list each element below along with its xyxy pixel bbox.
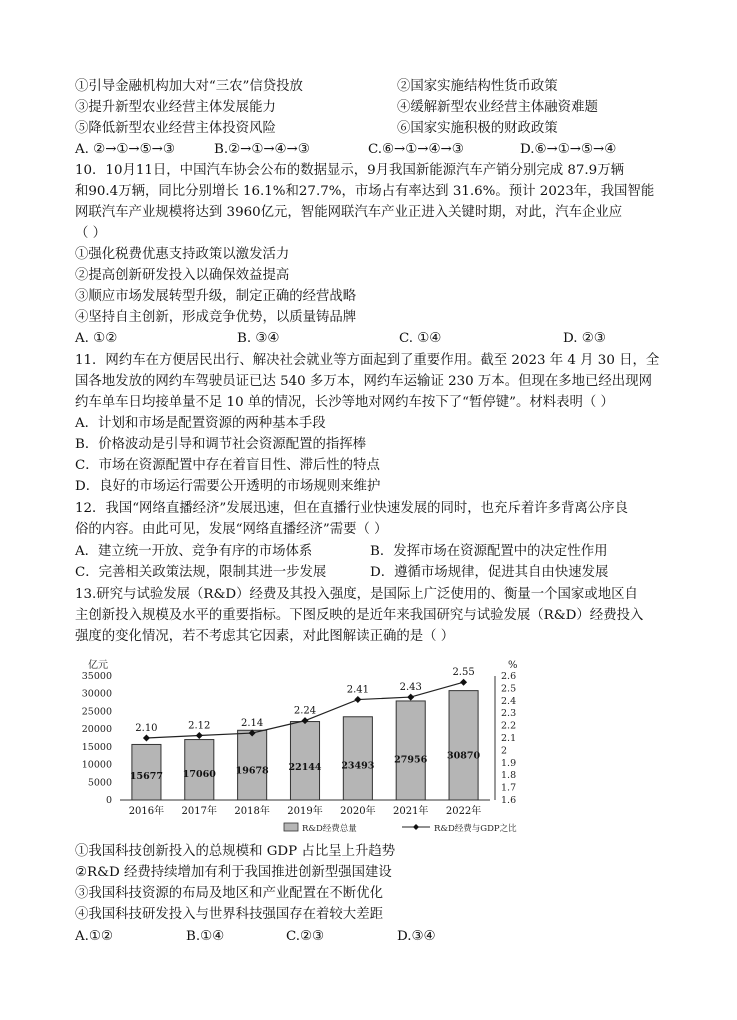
- bar-value-label: 22144: [288, 762, 322, 774]
- q13-option-a[interactable]: A.①②: [75, 929, 113, 944]
- left-axis-label: 亿元: [88, 660, 108, 671]
- x-tick-label: 2021年: [392, 806, 429, 817]
- q10-item-2: ②提高创新研发投入以确保效益提高: [75, 268, 290, 283]
- left-tick-label: 5000: [87, 777, 112, 789]
- q10-option-d[interactable]: D. ②③: [563, 331, 606, 346]
- right-tick-label: 2.4: [501, 695, 517, 707]
- q11-option-d[interactable]: D．良好的市场运行需要公开透明的市场规则来维护: [75, 479, 381, 494]
- bar-value-label: 15677: [129, 770, 163, 782]
- ratio-value-label: 2.10: [135, 723, 158, 734]
- left-tick-label: 30000: [81, 688, 112, 700]
- right-tick-label: 1.6: [501, 795, 517, 806]
- ratio-point: [354, 696, 361, 703]
- right-tick-label: 2.1: [501, 733, 517, 744]
- ratio-value-label: 2.12: [188, 720, 211, 732]
- ratio-value-label: 2.24: [293, 705, 317, 717]
- right-tick-label: 2.3: [501, 708, 517, 720]
- x-tick-label: 2019年: [287, 806, 323, 817]
- q9-item-4: ④缓解新型农业经营主体融资难题: [397, 100, 598, 115]
- right-tick-label: 1.9: [501, 757, 517, 769]
- q13-stem-2: 主创新投入规模及水平的重要指标。下图反映的是近年来我国研究与试验发展（R&D）经费投入: [75, 608, 644, 623]
- q13-item-1: ①我国科技创新投入的总规模和 GDP 占比呈上升趋势: [75, 844, 396, 859]
- q9-option-a[interactable]: A. ②→①→⑤→③: [75, 142, 175, 157]
- q12-option-a[interactable]: A．建立统一开放、竞争有序的市场体系: [75, 544, 313, 559]
- ratio-value-label: 2.55: [452, 667, 475, 679]
- q9-option-d[interactable]: D.⑥→①→⑤→④: [520, 142, 617, 157]
- q10-item-1: ①强化税费优惠支持政策以激发活力: [75, 247, 290, 262]
- q9-option-b[interactable]: B.②→①→④→③: [214, 142, 310, 157]
- bar-value-label: 17060: [182, 769, 216, 781]
- q9-item-6: ⑥国家实施积极的财政政策: [397, 121, 558, 136]
- ratio-value-label: 2.41: [346, 684, 369, 696]
- bar-value-label: 23493: [341, 760, 375, 772]
- bar-value-label: 30870: [447, 750, 481, 762]
- ratio-value-label: 2.14: [241, 718, 264, 730]
- right-tick-label: 1.7: [501, 782, 517, 794]
- left-tick-label: 0: [105, 795, 112, 806]
- q10-option-a[interactable]: A. ①②: [75, 331, 118, 346]
- x-tick-label: 2018年: [234, 806, 270, 817]
- right-tick-label: 2.2: [501, 720, 517, 732]
- right-tick-label: 2: [501, 745, 508, 757]
- right-axis-label: %: [508, 660, 518, 671]
- q10-stem-1: 10．10月11日，中国汽车协会公布的数据显示，9月我国新能源汽车产销分别完成 87.9万辆: [75, 163, 624, 178]
- q13-option-d[interactable]: D.③④: [397, 929, 436, 944]
- q13-item-3: ③我国科技资源的布局及地区和产业配置在不断优化: [75, 886, 383, 901]
- right-tick-label: 1.8: [501, 770, 517, 782]
- ratio-point: [460, 679, 467, 686]
- q10-item-4: ④坚持自主创新，形成竞争优势，以质量铸品牌: [75, 310, 357, 325]
- q11-stem-1: 11．网约车在方便居民出行、解决社会就业等方面起到了重要作用。截至 2023 年 4 月 30 日，全: [75, 353, 660, 368]
- legend-line-marker: [413, 824, 419, 830]
- q11-stem-3: 约车单车日均接单量不足 10 单的情况，长沙等地对网约车按下了“暂停键”。材料表明（ ）: [75, 395, 614, 410]
- q12-option-b[interactable]: B．发挥市场在资源配置中的决定性作用: [370, 544, 608, 559]
- ratio-point: [407, 694, 414, 701]
- q13-option-c[interactable]: C.②③: [286, 929, 325, 944]
- q12-stem-2: 俗的内容。由此可见，发展“网络直播经济”需要（ ）: [75, 522, 388, 537]
- left-tick-label: 20000: [81, 724, 112, 736]
- left-tick-label: 10000: [81, 759, 112, 771]
- q13-item-2: ②R&D 经费持续增加有利于我国推进创新型强国建设: [75, 865, 392, 880]
- legend-bar-label: R&D经费总量: [302, 824, 357, 834]
- q9-item-2: ②国家实施结构性货币政策: [397, 79, 558, 94]
- left-tick-label: 35000: [81, 671, 112, 682]
- q10-stem-4: （ ）: [75, 226, 107, 241]
- q12-option-c[interactable]: C．完善相关政策法规，限制其进一步发展: [75, 565, 327, 580]
- x-tick-label: 2022年: [445, 806, 482, 817]
- q9-item-5: ⑤降低新型农业经营主体投资风险: [75, 121, 276, 136]
- q13-option-b[interactable]: B.①④: [186, 929, 225, 944]
- right-tick-label: 2.5: [501, 683, 517, 695]
- q10-stem-2: 和90.4万辆，同比分别增长 16.1%和27.7%，市场占有率达到 31.6%。预计 2023年，我国智能: [75, 184, 655, 199]
- x-tick-label: 2020年: [340, 806, 376, 817]
- bar-2022年: [447, 691, 481, 800]
- q9-option-c[interactable]: C.⑥→①→④→③: [368, 142, 464, 157]
- q10-option-c[interactable]: C. ①④: [399, 331, 442, 346]
- q13-stem-1: 13.研究与试验发展（R&D）经费及其投入强度，是国际上广泛使用的、衡量一个国家或地区自: [75, 587, 638, 602]
- q13-item-4: ④我国科技研发投入与世界科技强国存在着较大差距: [75, 907, 383, 922]
- ratio-value-label: 2.43: [399, 682, 422, 694]
- q11-stem-2: 国各地发放的网约车驾驶员证已达 540 多万本，网约车运输证 230 万本。但现在多地已经出现网: [75, 374, 652, 389]
- left-tick-label: 25000: [81, 706, 112, 718]
- bar-value-label: 19678: [235, 765, 269, 777]
- q10-item-3: ③顺应市场发展转型升级，制定正确的经营战略: [75, 289, 357, 304]
- q10-stem-3: 网联汽车产业规模将达到 3960亿元，智能网联汽车产业正进入关键时期，对此，汽车企业应: [75, 205, 623, 220]
- q9-item-1: ①引导金融机构加大对“三农”信贷投放: [75, 79, 303, 94]
- q11-option-a[interactable]: A．计划和市场是配置资源的两种基本手段: [75, 416, 326, 431]
- legend-line-label: R&D经费与GDP之比: [434, 824, 517, 834]
- q11-option-b[interactable]: B．价格波动是引导和调节社会资源配置的指挥棒: [75, 437, 367, 452]
- x-tick-label: 2016年: [128, 806, 165, 817]
- q13-stem-3: 强度的变化情况，若不考虑其它因素，对此图解读正确的是（ ）: [75, 629, 455, 644]
- bar-value-label: 27956: [394, 754, 428, 766]
- bar-2019年: [288, 722, 322, 800]
- ratio-point: [196, 732, 203, 739]
- rd-chart-svg: [80, 656, 530, 836]
- q10-option-b[interactable]: B. ③④: [237, 331, 280, 346]
- ratio-point: [143, 735, 150, 742]
- q11-option-c[interactable]: C．市场在资源配置中存在着盲目性、滞后性的特点: [75, 458, 380, 473]
- rd-chart: [80, 656, 530, 836]
- legend-bar-swatch: [284, 823, 298, 831]
- left-tick-label: 15000: [81, 741, 112, 753]
- q9-item-3: ③提升新型农业经营主体发展能力: [75, 100, 276, 115]
- x-tick-label: 2017年: [181, 806, 218, 817]
- bar-2020年: [341, 717, 375, 800]
- q12-stem-1: 12．我国“网络直播经济”发展迅速，但在直播行业快速发展的同时，也充斥着许多背离公序良: [75, 501, 628, 516]
- right-tick-label: 2.6: [501, 671, 517, 682]
- q12-option-d[interactable]: D．遵循市场规律，促进其自由快速发展: [370, 565, 609, 580]
- bar-2021年: [394, 701, 428, 800]
